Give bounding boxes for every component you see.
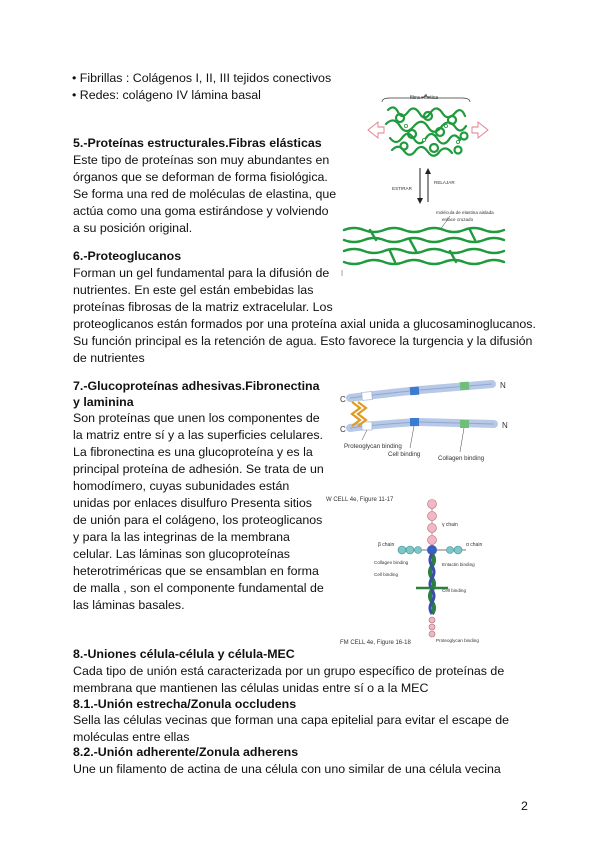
text-line: Este tipo de proteínas son muy abundantes en xyxy=(73,153,330,167)
fig-label-n-bottom: N xyxy=(502,421,508,430)
page-number: 2 xyxy=(521,799,528,813)
text-line: unidas por enlaces disulfuro Presenta sitios xyxy=(73,496,312,510)
fig-label-entactin: Entactin binding xyxy=(442,562,475,567)
fig-label-enlace: enlace cruzado xyxy=(442,217,474,222)
text-line: proteoglicanos están formados por una proteína axial unida a glucosaminoglucanos. xyxy=(73,317,536,331)
section-7-heading-line2: y laminina xyxy=(73,395,134,409)
text-line: membrana que mantienen las células unidas entre sí o a la MEC xyxy=(73,681,429,695)
text-line: Sella las células vecinas que forman una capa epitelial para evitar el escape de xyxy=(73,713,510,727)
fig-label-c-bottom: C xyxy=(340,425,346,434)
fig-label-cell-binding: Cell binding xyxy=(388,451,421,458)
section-8-1-body xyxy=(73,712,509,746)
elastin-stretched xyxy=(344,228,504,264)
fig-label-collagen-binding: Collagen binding xyxy=(438,455,485,462)
text-line: moléculas entre ellas xyxy=(73,730,190,744)
fig-label-proteoglycan xyxy=(344,443,402,450)
text-line: heterotriméricas que se ensamblan en forma xyxy=(73,564,319,578)
text-line: La fibronectina es una glucoproteína y es la xyxy=(73,445,313,459)
laminin-caption: FM CELL 4e, Figure 16-18 xyxy=(340,640,411,646)
fig-label-gamma: γ chain xyxy=(442,522,458,528)
section-8-2-body xyxy=(73,761,501,778)
text-line: órganos que se deforman de forma fisiológica. xyxy=(73,170,328,184)
section-5-heading: 5.-Proteínas estructurales.Fibras elásticas xyxy=(73,136,322,150)
text-line: Cada tipo de unión está caracterizada por un grupo específico de proteínas de xyxy=(73,664,505,678)
fig-label-beta: β chain xyxy=(378,542,395,548)
fig-label-proteoglycan-text: Proteoglycan binding xyxy=(344,443,402,450)
text-line: Une un filamento de actina de una célula con uno similar de una célula vecina xyxy=(73,762,501,776)
section-8-2-heading: 8.2.-Unión adherente/Zonula adherens xyxy=(73,745,299,759)
text-line: de malla , son el componente fundamental de xyxy=(73,581,324,595)
arrow-left-icon xyxy=(368,122,384,138)
fig-label-c-top: C xyxy=(340,395,346,404)
text-line: Su función principal es la retención de agua. Esto favorece la turgencia y la difusión xyxy=(73,334,533,348)
section-8-body xyxy=(73,663,504,697)
text-line: Forman un gel fundamental para la difusión de xyxy=(73,266,330,280)
section-6-body xyxy=(73,265,536,367)
fig-label-alpha: α chain xyxy=(466,542,483,548)
text-line: Se forma una red de moléculas de elastina, que xyxy=(73,187,337,201)
fig-label-n-top: N xyxy=(500,381,506,390)
bullet-fibrillas: • Fibrillas : Colágenos I, II, III tejidos conectivos xyxy=(72,71,332,85)
fig-label-estirar: ESTIRAR xyxy=(392,186,412,191)
section-6-heading: 6.-Proteoglucanos xyxy=(73,249,182,263)
text-line: de unión para el colágeno, los proteoglicanos xyxy=(73,513,323,527)
bullet-redes: • Redes: colágeno IV lámina basal xyxy=(72,88,261,102)
fig-label-laminin-cell2: Cell binding xyxy=(442,588,467,593)
text-line: de nutrientes xyxy=(73,351,145,365)
text-line: proteínas fibrosas de la matriz extracelular. Los xyxy=(73,300,333,314)
section-8-1-heading: 8.1.-Unión estrecha/Zonula occludens xyxy=(73,697,297,711)
text-line: celular. Las láminas son glucoproteínas xyxy=(73,547,290,561)
section-8-heading: 8.-Uniones célula-célula y célula-MEC xyxy=(73,647,295,661)
section-7-heading-line1: 7.-Glucoproteínas adhesivas.Fibronectina xyxy=(73,379,320,393)
fig-label-fibra: fibra elastica xyxy=(410,95,439,101)
text-line: nutrientes. En este gel están embebidas las xyxy=(73,283,314,297)
fig-label-relajar: RELAJAR xyxy=(434,180,455,185)
text-line: actúa como una goma estirándose y volviendo xyxy=(73,204,329,218)
fig-label-laminin-cell: Cell binding xyxy=(374,572,399,577)
fig-label-laminin-collagen: Collagen binding xyxy=(374,560,409,565)
section-7-body xyxy=(73,410,324,614)
text-line: homodímero, cuyas subunidades están xyxy=(73,479,290,493)
fig-label-molecula: molécula de elastina aislada xyxy=(436,210,494,215)
section-5-body xyxy=(73,152,336,237)
text-line: a su posición original. xyxy=(73,221,193,235)
fibronectin-caption: W CELL 4e, Figure 11-17 xyxy=(326,497,394,503)
elastic-fiber-figure xyxy=(340,90,512,280)
arrow-right-icon xyxy=(472,122,488,138)
text-line: principal proteína de adhesión. Se trata de un xyxy=(73,462,324,476)
fibronectin-figure xyxy=(340,372,520,472)
text-line: la matriz entre sí y a las superficies celulares. xyxy=(73,428,323,442)
fig-label-laminin-proteoglycan: Proteoglycan binding xyxy=(436,638,479,643)
text-line: las láminas basales. xyxy=(73,598,185,612)
text-line: y para la las integrinas de la membrana xyxy=(73,530,290,544)
elastin-network xyxy=(386,107,468,155)
text-line: Son proteínas que unen los componentes de xyxy=(73,411,320,425)
laminin-figure xyxy=(370,494,500,644)
